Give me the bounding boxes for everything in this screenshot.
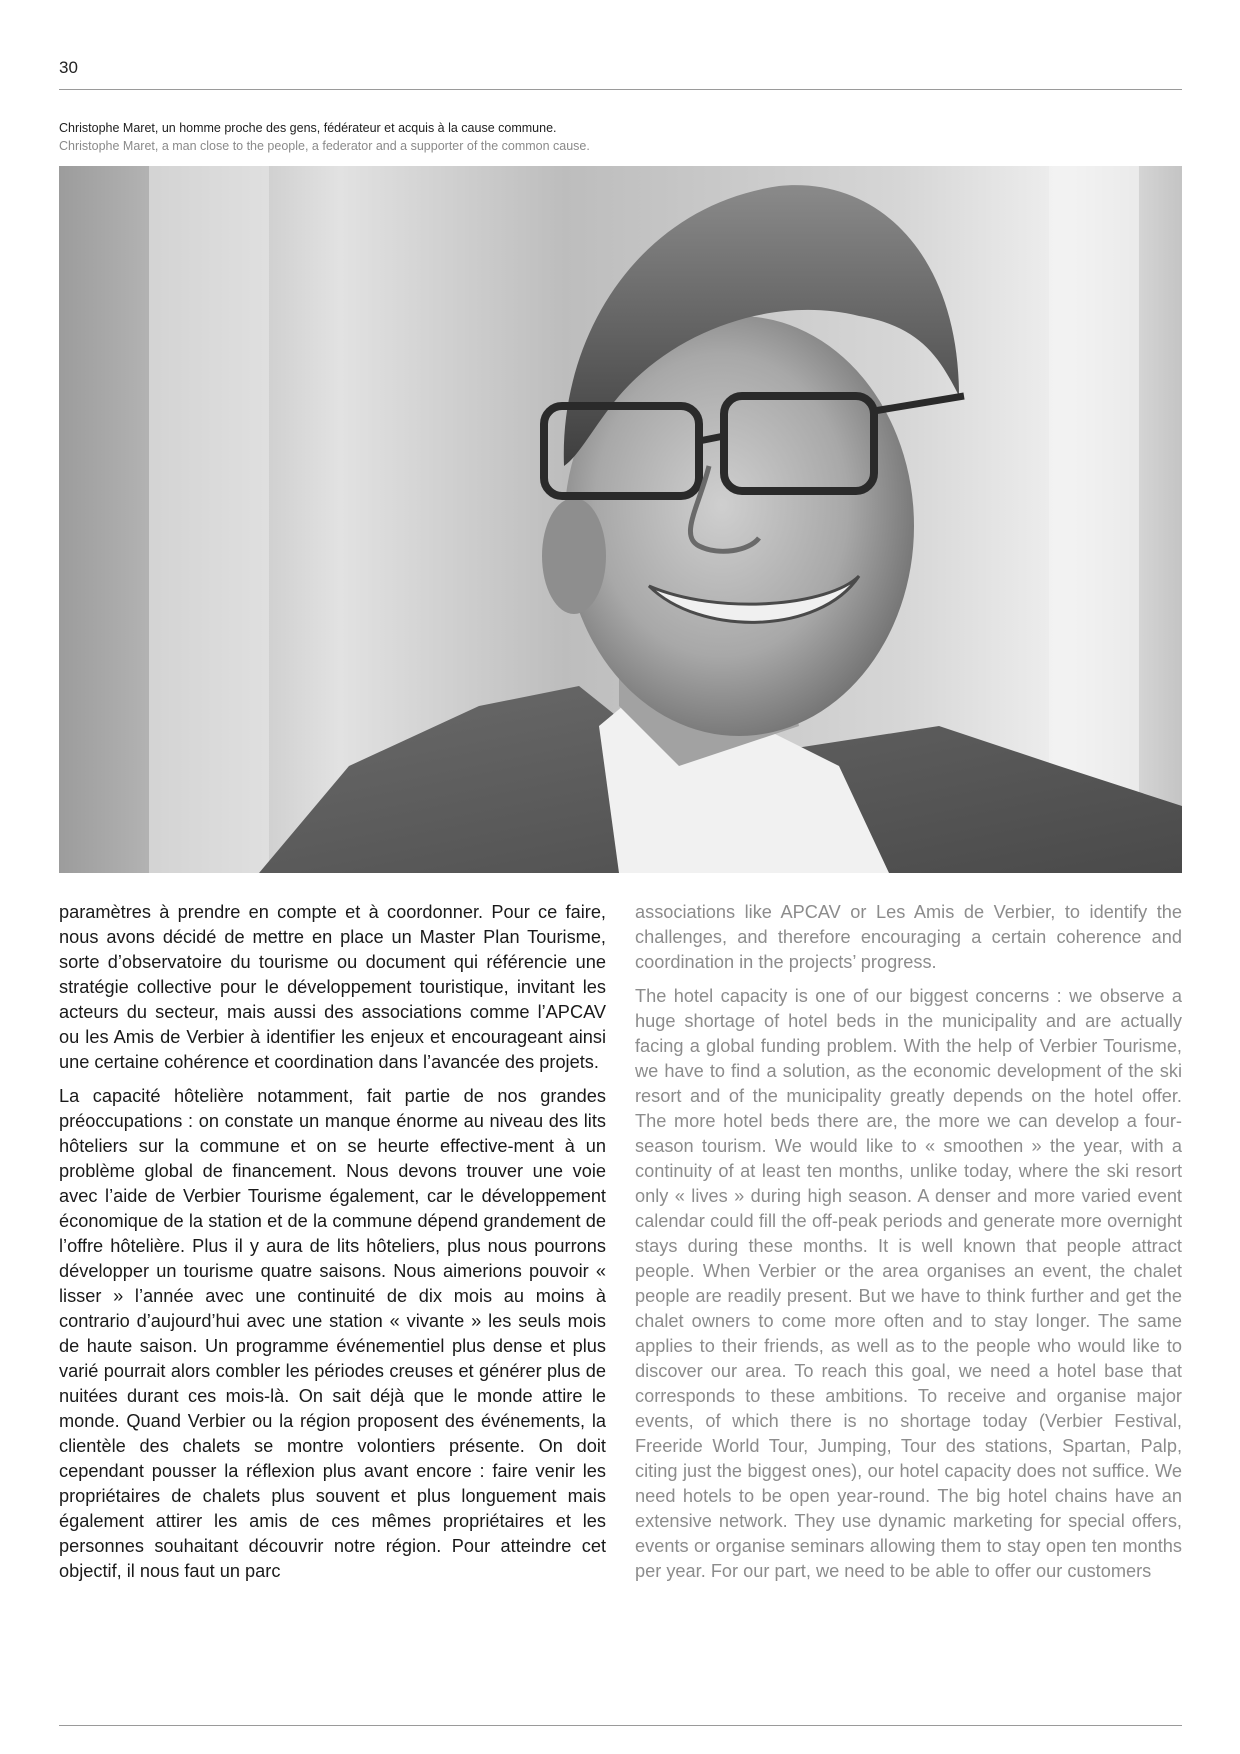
french-paragraph: La capacité hôtelière notamment, fait partie de nos grandes préoccupations : on constate un manque énorme au niveau des lits hôteliers sur la commune et on se heurte effective-ment à un problème global de financement. Nous devons trouver une voie avec l’aide de Verbier Tourisme également, car le développement économique de la station et de la commune dépend grandement de l’offre hôtelière. Plus il y aura de lits hôteliers, plus nous pourrons développer un tourisme quatre saisons. Nous aimerions pouvoir « lisser » l’année avec une continuité de dix mois au moins à contrario d’aujourd’hui avec une station « vivante » les seuls mois de haute saison. Un programme événementiel plus dense et plus varié pourrait alors combler les périodes creuses et générer plus de nuitées durant ces mois-là. On sait déjà que le monde attire le monde. Quand Verbier ou la région proposent des événements, la clientèle des chalets se montre volontiers présente. On doit cependant pousser la réflexion plus avant encore : faire venir les propriétaires de chalets plus souvent et plus longuement mais également attirer les amis de ces mêmes propriétaires et les personnes souhaitant découvrir notre région. Pour atteindre cet objectif, il nous faut un parc bbox=[59, 1086, 606, 1581]
header-rule bbox=[59, 89, 1182, 90]
portrait-photo bbox=[59, 166, 1182, 873]
caption-english: Christophe Maret, a man close to the people, a federator and a supporter of the common cause. bbox=[59, 139, 590, 153]
english-paragraph: associations like APCAV or Les Amis de Verbier, to identify the challenges, and therefore encouraging a certain coherence and coordination in the projects’ progress. bbox=[635, 902, 1182, 972]
photo-caption bbox=[59, 119, 1182, 155]
footer-rule bbox=[59, 1725, 1182, 1726]
english-column bbox=[635, 900, 1182, 1593]
caption-french: Christophe Maret, un homme proche des gens, fédérateur et acquis à la cause commune. bbox=[59, 121, 557, 135]
french-column bbox=[59, 900, 606, 1593]
page-number: 30 bbox=[59, 58, 78, 77]
english-paragraph: The hotel capacity is one of our biggest concerns : we observe a huge shortage of hotel beds in the municipality and are actually facing a global funding problem. With the help of Verbier Tourisme, we have to find a solution, as the economic development of the ski resort and of the municipality greatly depends on the hotel offer. The more hotel beds there are, the more we can develop a four-season tourism. We would like to « smoothen » the year, with a continuity of at least ten months, unlike today, where the ski resort only « lives » during high season. A denser and more varied event calendar could fill the off-peak periods and generate more overnight stays during these months. It is well known that people attract people. When Verbier or the area organises an event, the chalet people are readily present. But we have to think further and get the chalet owners to come more often and to stay longer. The same applies to their friends, as well as to the people who would like to discover our area. To reach this goal, we need a hotel base that corresponds to these ambitions. To receive and organise major events, of which there is no shortage today (Verbier Festival, Freeride World Tour, Jumping, Tour des stations, Spartan, Palp, citing just the biggest ones), our hotel capacity does not suffice. We need hotels to be open year-round. The big hotel chains have an extensive network. They use dynamic marketing for special offers, events or organise seminars allowing them to stay open ten months per year. For our part, we need to be able to offer our customers bbox=[635, 986, 1182, 1581]
french-paragraph: paramètres à prendre en compte et à coordonner. Pour ce faire, nous avons décidé de mettre en place un Master Plan Tourisme, sorte d’observatoire du tourisme ou document qui référencie une stratégie collective pour le développement touristique, invitant les acteurs du secteur, mais aussi des associations comme l’APCAV ou les Amis de Verbier à identifier les enjeux et encourageant ainsi une certaine cohérence et coordination dans l’avancée des projets. bbox=[59, 902, 606, 1072]
